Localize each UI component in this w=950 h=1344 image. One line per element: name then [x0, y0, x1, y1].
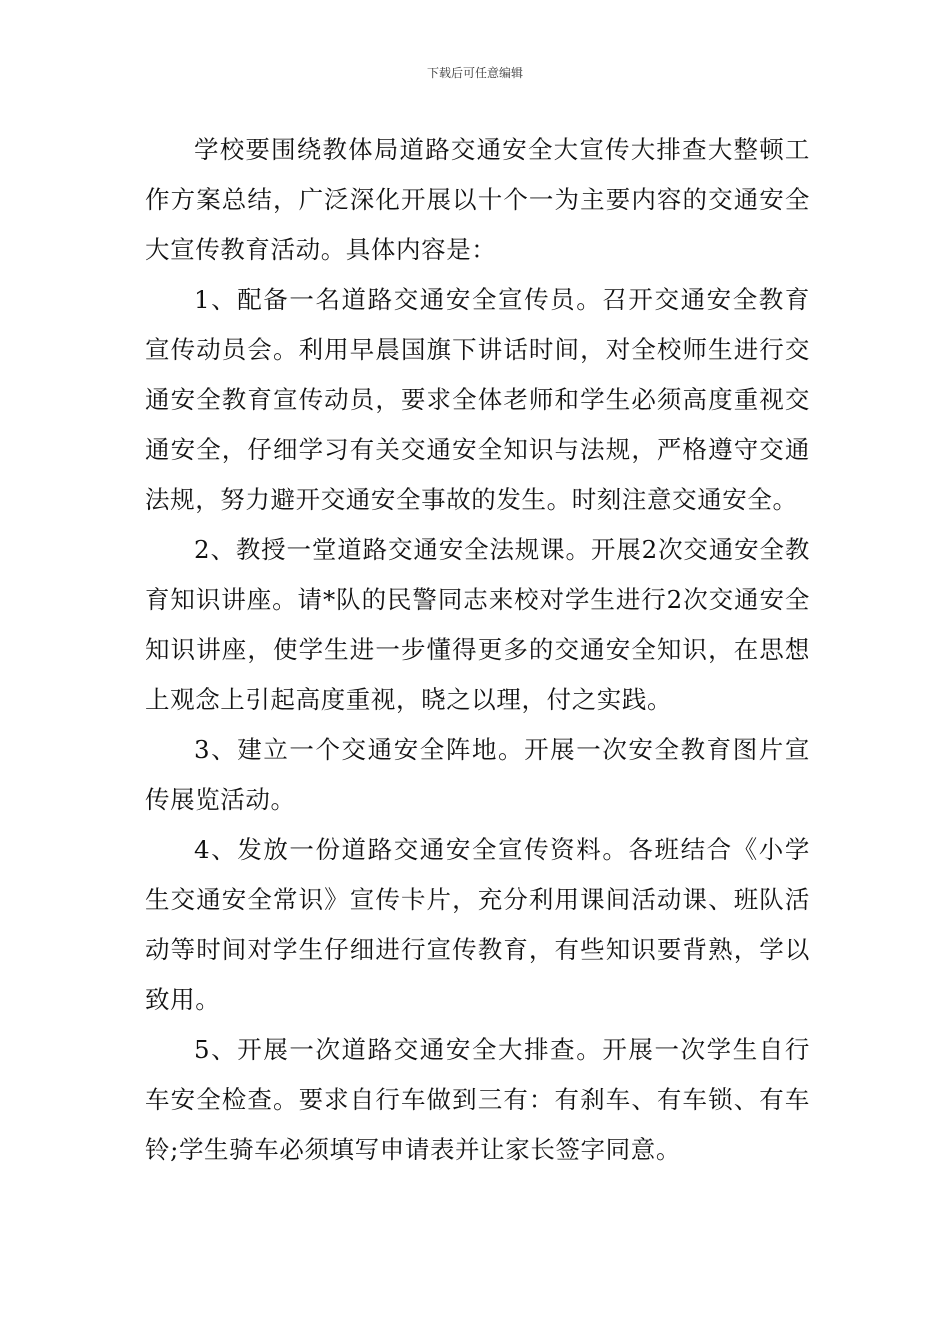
- paragraph-item-2: 2、教授一堂道路交通安全法规课。开展2次交通安全教育知识讲座。请*队的民警同志来校对学生进行2次交通安全知识讲座，使学生进一步懂得更多的交通安全知识，在思想上观念上引起高度重视，晓之以理，付之实践。: [145, 535, 810, 714]
- paragraph-intro: 学校要围绕教体局道路交通安全大宣传大排查大整顿工作方案总结，广泛深化开展以十个一为主要内容的交通安全大宣传教育活动。具体内容是：: [145, 135, 810, 264]
- page-header-note: 下载后可任意编辑: [426, 66, 523, 80]
- paragraph-item-4: 4、发放一份道路交通安全宣传资料。各班结合《小学生交通安全常识》宣传卡片，充分利用课间活动课、班队活动等时间对学生仔细进行宣传教育，有些知识要背熟，学以致用。: [145, 835, 810, 1014]
- paragraph-item-1: 1、配备一名道路交通安全宣传员。召开交通安全教育宣传动员会。利用早晨国旗下讲话时间，对全校师生进行交通安全教育宣传动员，要求全体老师和学生必须高度重视交通安全，仔细学习有关交通安全知识与法规，严格遵守交通法规，努力避开交通安全事故的发生。时刻注意交通安全。: [145, 285, 810, 514]
- paragraph-item-5: 5、开展一次道路交通安全大排查。开展一次学生自行车安全检查。要求自行车做到三有：有刹车、有车锁、有车铃;学生骑车必须填写申请表并让家长签字同意。: [145, 1035, 810, 1164]
- document-body: [145, 125, 810, 1175]
- paragraph-item-3: 3、建立一个交通安全阵地。开展一次安全教育图片宣传展览活动。: [145, 735, 810, 814]
